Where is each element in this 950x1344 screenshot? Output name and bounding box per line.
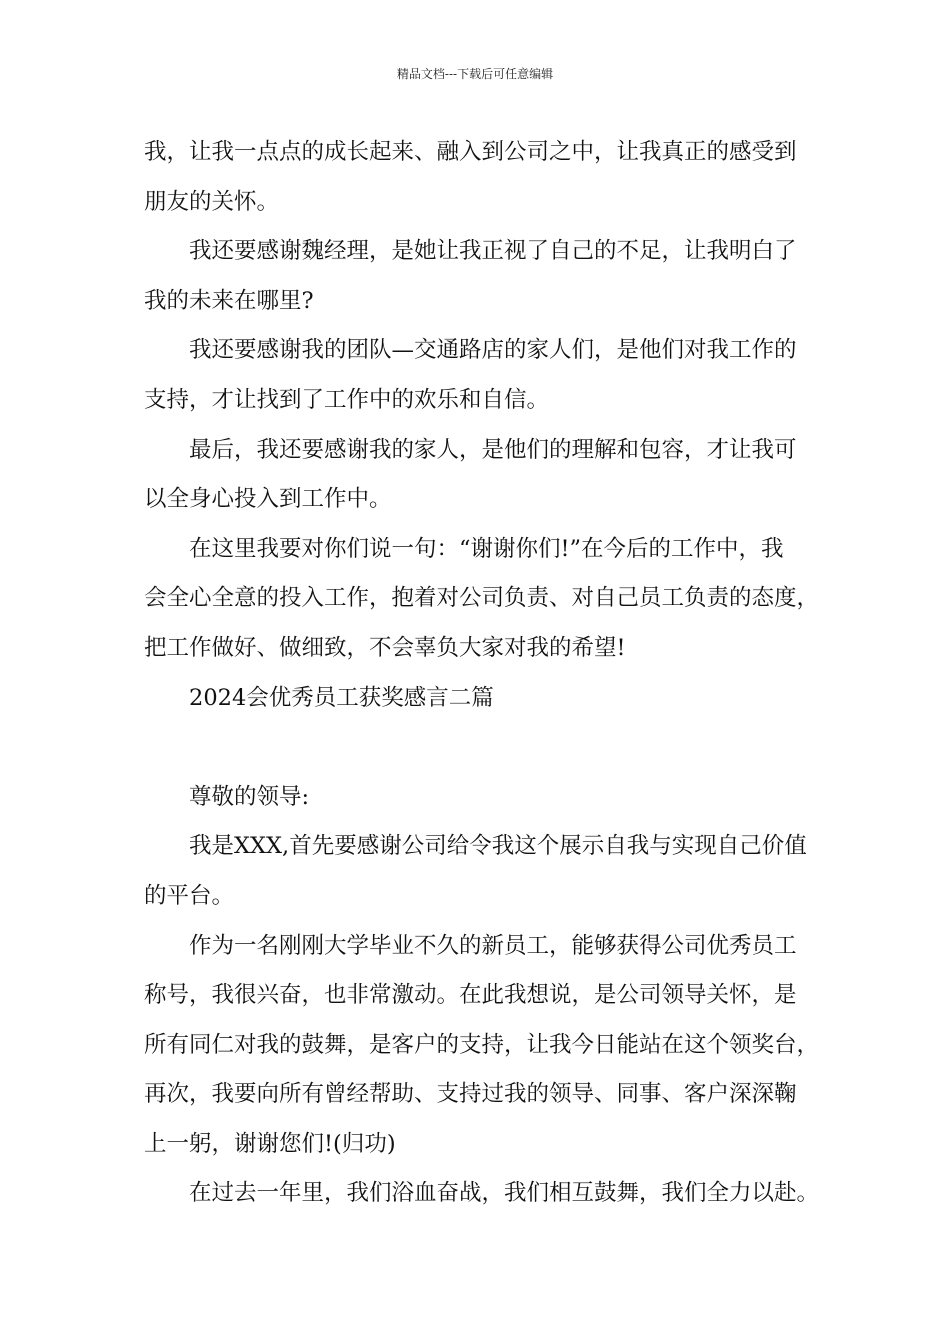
text-line: 把工作做好、做细致，不会辜负大家对我的希望! (144, 634, 626, 661)
text-line: 最后，我还要感谢我的家人，是他们的理解和包容，才让我可 (189, 436, 797, 463)
blank-line (144, 723, 834, 773)
text-line: 我的未来在哪里? (144, 287, 314, 314)
document-body (144, 128, 834, 1219)
text-line: 在这里我要对你们说一句：“谢谢你们!”在今后的工作中，我 (189, 535, 784, 562)
text-line: 支持，才让找到了工作中的欢乐和自信。 (144, 386, 550, 413)
text-line: 我，让我一点点的成长起来、融入到公司之中，让我真正的感受到 (144, 139, 797, 165)
text-line: 朋友的关怀。 (144, 188, 280, 215)
text-line: 我还要感谢我的团队—交通路店的家人们，是他们对我工作的 (189, 337, 797, 364)
text-line: 称号，我很兴奋，也非常激动。在此我想说，是公司领导关怀，是 (144, 982, 797, 1009)
salutation: 尊敬的领导: (189, 783, 310, 810)
text-line: 所有同仁对我的鼓舞，是客户的支持，让我今日能站在这个领奖台， (144, 1031, 820, 1058)
text-line: 我是XXX,首先要感谢公司给令我这个展示自我与实现自己价值 (189, 833, 807, 860)
text-line: 在过去一年里，我们浴血奋战，我们相互鼓舞，我们全力以赴。 (189, 1180, 820, 1207)
text-line: 以全身心投入到工作中。 (144, 486, 392, 513)
page-header: 精品文档---下载后可任意编辑 (396, 67, 554, 81)
text-line: 再次，我要向所有曾经帮助、支持过我的领导、同事、客户深深鞠 (144, 1081, 797, 1108)
text-line: 作为一名刚刚大学毕业不久的新员工，能够获得公司优秀员工 (189, 932, 797, 959)
text-line: 会全心全意的投入工作，抱着对公司负责、对自己员工负责的态度， (144, 585, 820, 612)
text-line: 我还要感谢魏经理，是她让我正视了自己的不足，让我明白了 (189, 238, 797, 265)
section-title: 2024会优秀员工获奖感言二篇 (189, 684, 494, 711)
text-line: 上一躬，谢谢您们!(归功) (144, 1130, 396, 1157)
text-line: 的平台。 (144, 882, 235, 909)
